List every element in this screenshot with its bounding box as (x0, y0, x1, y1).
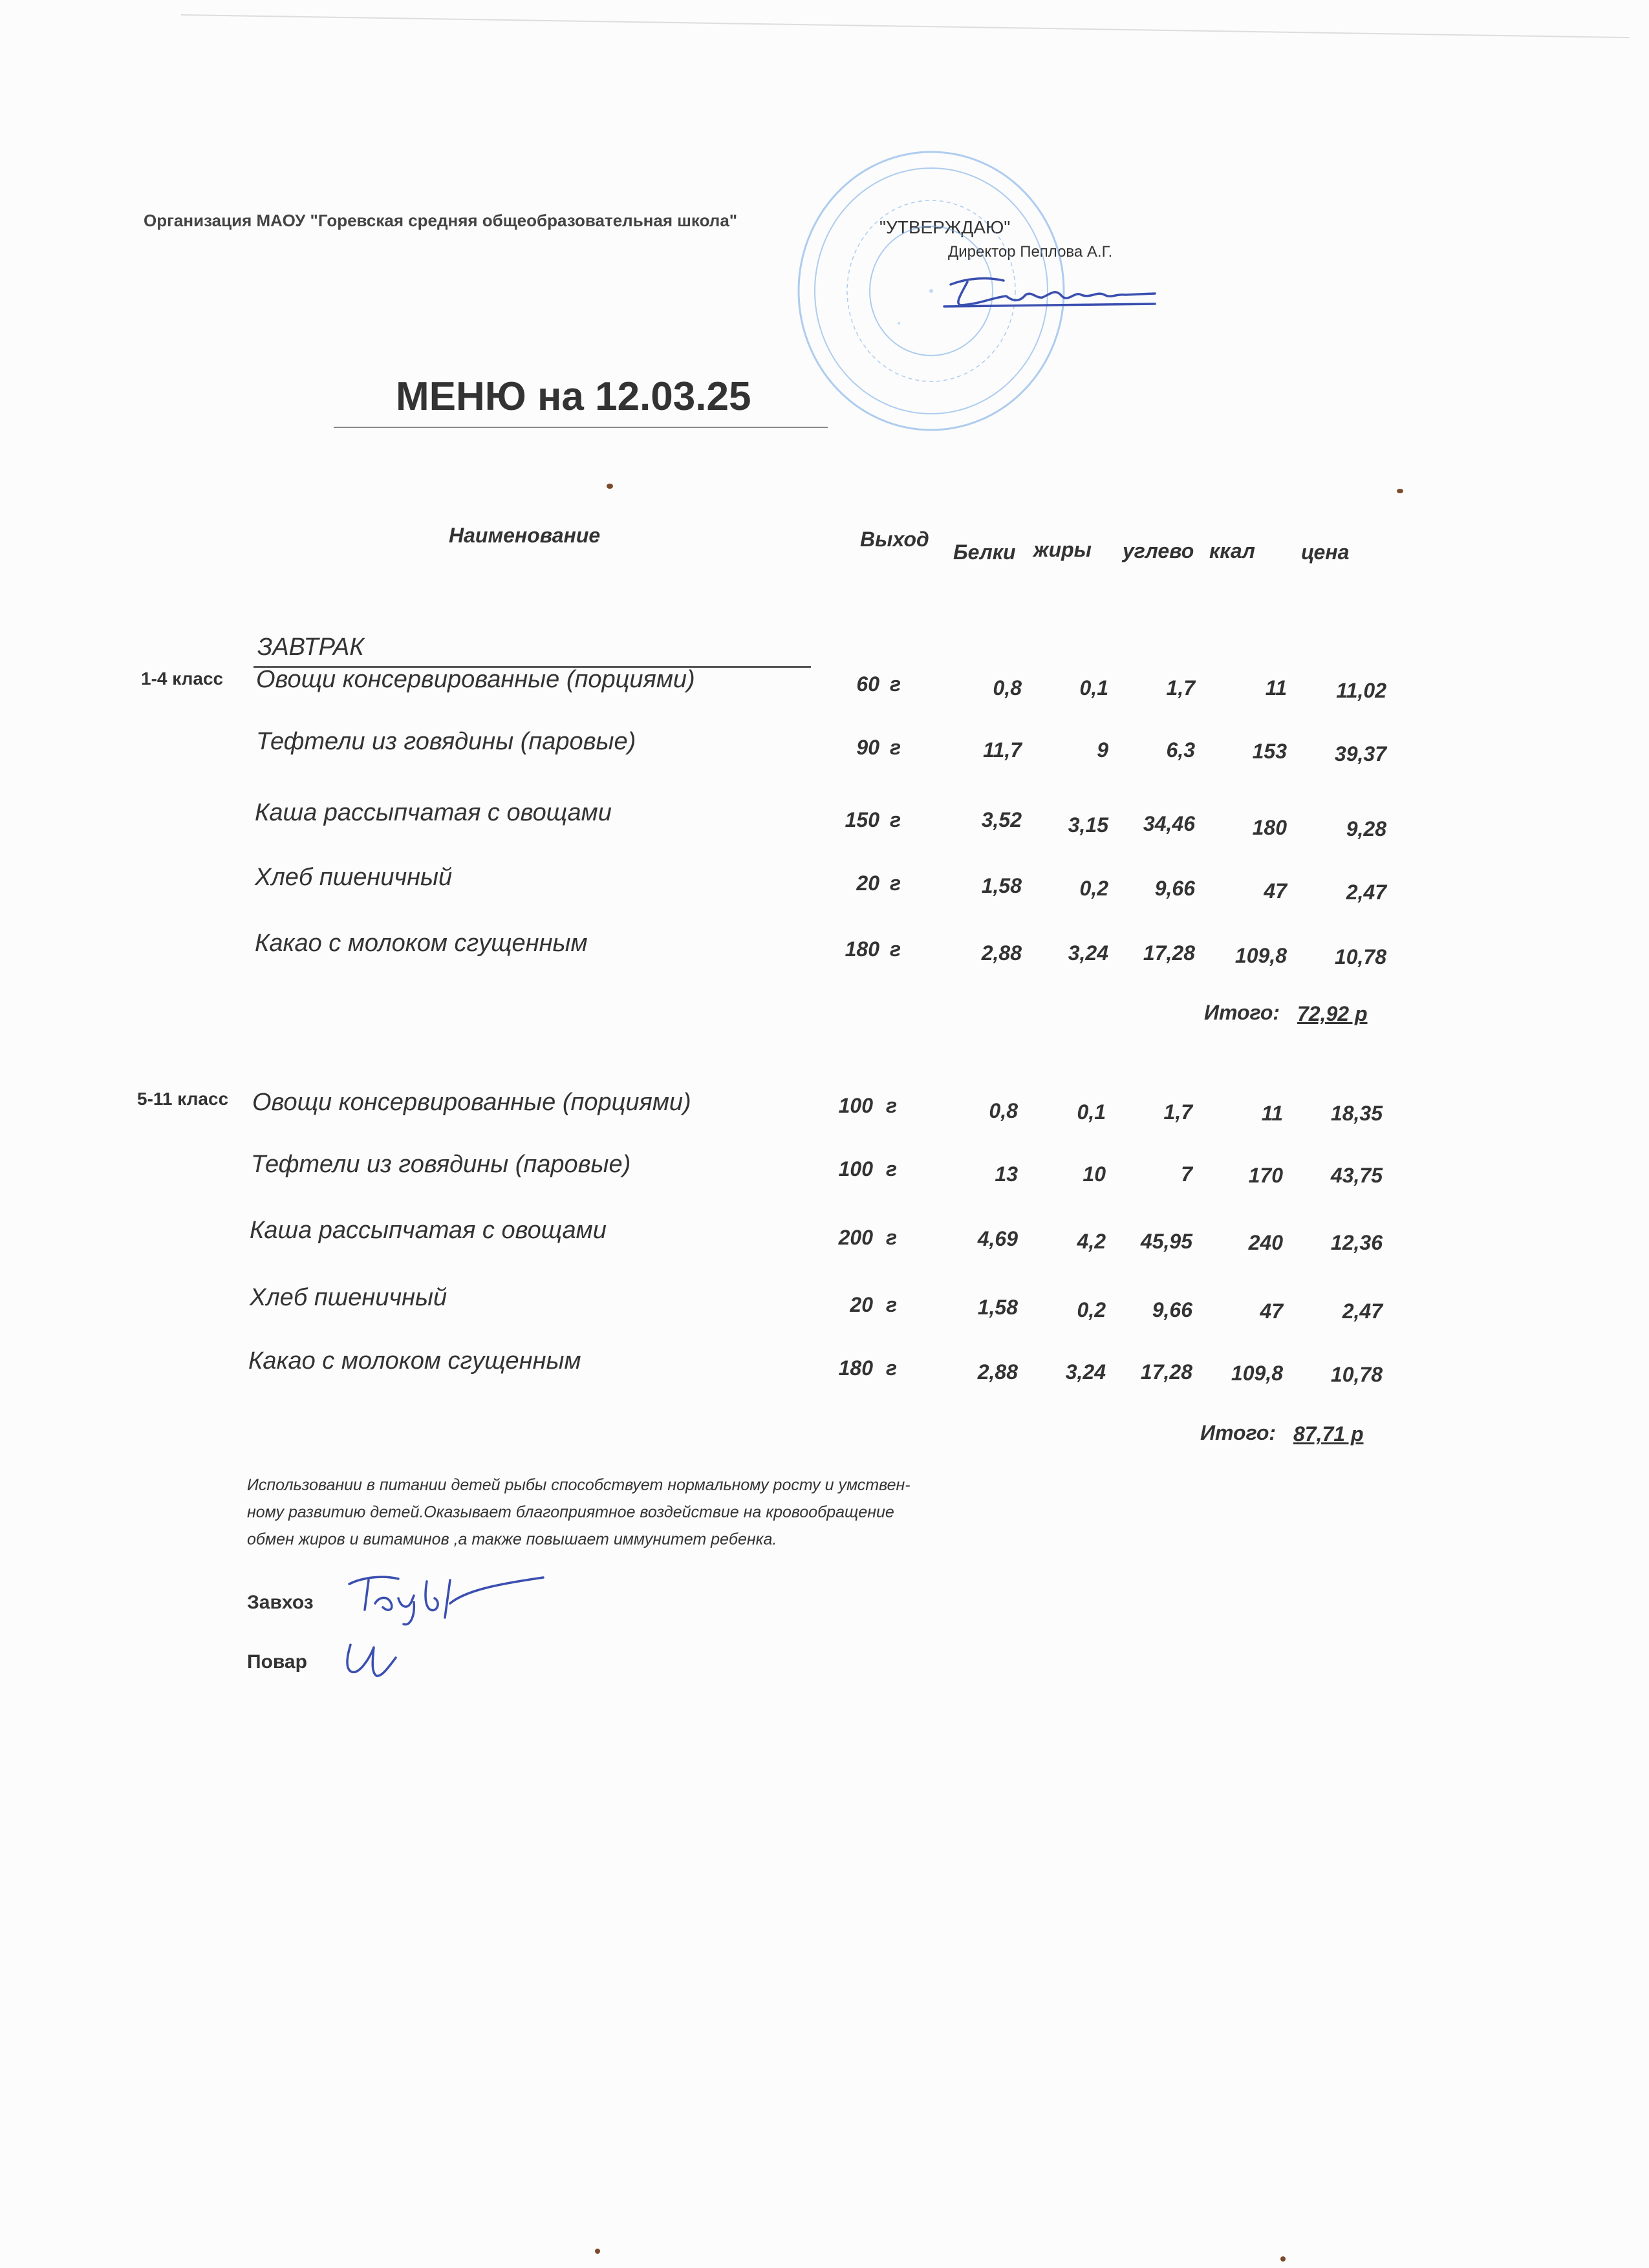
dish-kcal: 11 (1261, 1102, 1283, 1125)
dish-carb: 7 (1181, 1162, 1192, 1186)
dish-protein: 0,8 (989, 1099, 1018, 1122)
dish-carb: 6,3 (1166, 738, 1195, 762)
dish-carb: 9,66 (1154, 877, 1195, 900)
column-header-carb: углево (1123, 539, 1194, 562)
dish-unit: г (886, 1293, 898, 1316)
dish-kcal: 170 (1248, 1164, 1283, 1187)
dish-kcal: 153 (1252, 740, 1287, 763)
note-line: обмен жиров и витаминов ,а также повышает иммунитет ребенка. (247, 1530, 777, 1548)
dish-price: 12,36 (1330, 1231, 1383, 1254)
dish-protein: 4,69 (977, 1227, 1018, 1250)
dish-name: Тефтели из говядины (паровые) (251, 1151, 631, 1178)
dish-output: 100 (838, 1094, 873, 1117)
dish-name: Хлеб пшеничный (250, 1284, 447, 1311)
dish-unit: г (890, 937, 901, 961)
column-header-protein: Белки (953, 540, 1016, 564)
storekeeper-signature (336, 1565, 556, 1636)
dish-protein: 1,58 (981, 874, 1022, 897)
column-header-output: Выход (860, 528, 929, 551)
dish-output: 60 (856, 672, 879, 696)
scan-speck (1280, 2256, 1286, 2262)
total-label: Итого: (1200, 1421, 1277, 1444)
dish-unit: г (890, 672, 901, 696)
director-signature (942, 265, 1161, 317)
dish-fat: 0,2 (1077, 1298, 1106, 1321)
dish-unit: г (886, 1226, 898, 1249)
column-header-name: Наименование (449, 524, 601, 547)
dish-price: 43,75 (1330, 1164, 1383, 1187)
dish-unit: г (886, 1356, 898, 1380)
dish-price: 10,78 (1334, 945, 1386, 968)
dish-unit: г (890, 872, 901, 895)
dish-protein: 3,52 (981, 808, 1022, 831)
organization-name: Организация МАОУ "Горевская средняя общеобразовательная школа" (144, 211, 738, 230)
dish-protein: 11,7 (983, 738, 1022, 762)
dish-protein: 13 (995, 1162, 1018, 1186)
dish-output: 150 (845, 808, 879, 831)
dish-carb: 1,7 (1166, 676, 1195, 700)
dish-carb: 17,28 (1143, 941, 1195, 965)
director-name: Директор Пеплова А.Г. (948, 243, 1113, 261)
dish-output: 90 (856, 736, 879, 759)
cook-label: Повар (247, 1651, 307, 1673)
dish-price: 2,47 (1346, 881, 1386, 904)
dish-unit: г (890, 736, 901, 759)
dish-carb: 9,66 (1152, 1298, 1192, 1321)
scan-edge-line (181, 14, 1630, 38)
dish-kcal: 109,8 (1231, 1362, 1283, 1385)
column-header-kcal: ккал (1209, 539, 1255, 562)
total-value: 87,71 р (1293, 1422, 1364, 1446)
dish-fat: 4,2 (1077, 1230, 1106, 1253)
storekeeper-label: Завхоз (247, 1592, 314, 1613)
dish-price: 9,28 (1346, 817, 1386, 840)
dish-kcal: 109,8 (1234, 944, 1287, 967)
menu-title: МЕНЮ на 12.03.25 (396, 374, 751, 419)
group-label: 1-4 класс (141, 669, 224, 689)
scan-speck (595, 2249, 600, 2254)
dish-name: Каша рассыпчатая с овощами (250, 1217, 607, 1244)
dish-unit: г (886, 1157, 898, 1181)
dish-kcal: 240 (1248, 1231, 1283, 1254)
dish-price: 18,35 (1330, 1102, 1383, 1125)
dish-carb: 34,46 (1143, 812, 1195, 835)
dish-output: 20 (856, 872, 879, 895)
column-header-price: цена (1301, 540, 1350, 564)
dish-protein: 1,58 (977, 1296, 1018, 1319)
dish-carb: 1,7 (1163, 1100, 1192, 1124)
dish-price: 39,37 (1334, 742, 1386, 765)
dish-output: 100 (838, 1157, 873, 1181)
scan-speck (607, 484, 613, 489)
dish-protein: 2,88 (977, 1360, 1018, 1384)
column-header-fat: жиры (1033, 538, 1092, 561)
dish-unit: г (886, 1094, 898, 1117)
total-label: Итого: (1204, 1001, 1280, 1024)
dish-output: 180 (838, 1356, 873, 1380)
dish-price: 10,78 (1330, 1363, 1383, 1386)
dish-name: Какао с молоком сгущенным (248, 1347, 581, 1375)
cook-signature (336, 1629, 414, 1687)
dish-fat: 0,2 (1079, 877, 1108, 900)
dish-fat: 10 (1083, 1162, 1106, 1186)
dish-name: Хлеб пшеничный (255, 864, 453, 891)
section-title: ЗАВТРАК (257, 634, 364, 661)
dish-protein: 0,8 (993, 676, 1022, 700)
dish-name: Тефтели из говядины (паровые) (256, 728, 636, 755)
nutrition-note (247, 1471, 1049, 1553)
dish-fat: 9 (1097, 738, 1108, 762)
dish-fat: 0,1 (1077, 1100, 1106, 1124)
dish-price: 2,47 (1342, 1300, 1383, 1323)
dish-fat: 3,15 (1068, 813, 1108, 837)
scan-speck (1397, 489, 1403, 493)
approval-heading: "УТВЕРЖДАЮ" (879, 217, 1011, 237)
dish-output: 200 (838, 1226, 873, 1249)
group-label: 5-11 класс (137, 1089, 229, 1109)
title-underline (334, 427, 828, 428)
dish-output: 20 (850, 1293, 873, 1316)
dish-price: 11,02 (1336, 679, 1386, 702)
dish-name: Каша рассыпчатая с овощами (255, 799, 612, 826)
dish-fat: 3,24 (1068, 941, 1108, 965)
note-line: ному развитию детей.Оказывает благоприятное воздействие на кровообращение (247, 1503, 894, 1521)
total-value: 72,92 р (1297, 1002, 1368, 1025)
dish-kcal: 47 (1260, 1300, 1283, 1323)
note-line: Использовании в питании детей рыбы способствует нормальному росту и умствен- (247, 1476, 911, 1494)
dish-protein: 2,88 (981, 941, 1022, 965)
dish-carb: 45,95 (1140, 1230, 1192, 1253)
dish-name: Овощи консервированные (порциями) (252, 1089, 691, 1116)
dish-name: Овощи консервированные (порциями) (256, 666, 695, 693)
dish-fat: 0,1 (1079, 676, 1108, 700)
dish-carb: 17,28 (1140, 1360, 1192, 1384)
dish-kcal: 47 (1264, 879, 1287, 903)
dish-fat: 3,24 (1065, 1360, 1106, 1384)
dish-name: Какао с молоком сгущенным (255, 930, 588, 957)
dish-unit: г (890, 808, 901, 831)
dish-kcal: 11 (1265, 676, 1287, 700)
dish-kcal: 180 (1252, 816, 1287, 839)
dish-output: 180 (845, 937, 879, 961)
